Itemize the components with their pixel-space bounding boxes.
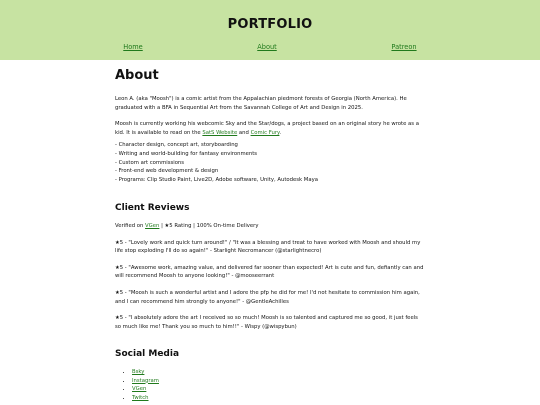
skill-item: - Programs: Clip Studio Paint, Live2D, Adobe software, Unity, Autodesk Maya	[115, 176, 318, 183]
twitch-link[interactable]: Twitch	[132, 394, 149, 401]
skill-item: - Custom art commissions	[115, 159, 185, 166]
sats-website-link[interactable]: SatS Website	[202, 129, 238, 136]
social-item-bsky	[132, 368, 425, 377]
vgen-social-link[interactable]: VGen	[132, 386, 147, 393]
about-heading: About	[115, 68, 159, 83]
reviews-heading: Client Reviews	[115, 203, 190, 213]
social-heading: Social Media	[115, 349, 180, 359]
nav-patreon-link[interactable]: Patreon	[391, 43, 417, 51]
skill-item: - Character design, concept art, storyboarding	[115, 142, 238, 149]
social-item-instagram	[132, 377, 425, 386]
about-bio: Leon A. (aka "Moosh") is a comic artist from the Appalachian piedmont forests of Georgia (North America). He graduated with a BFA in Sequential Art from the Savannah College of Art and Design in 2025.	[115, 96, 407, 111]
main-nav	[0, 43, 540, 55]
review-item: ★5 - "Awesome work, amazing value, and delivered far sooner than expected! Art is cute and fun, defiantly can and will recommend Moosh to anyone looking!" - @mooseerrant	[115, 264, 424, 280]
social-item-twitch	[132, 394, 425, 403]
skill-item: - Writing and world-building for fantasy environments	[115, 150, 258, 157]
social-section	[115, 348, 425, 402]
review-item: ★5 - "I absolutely adore the art I received so so much! Moosh is so talented and captured me so good, it just feels so much like me! Thank you so much to him!!" - Wispy (@wispybun)	[115, 315, 418, 330]
social-links-list	[115, 368, 425, 402]
site-header	[0, 0, 540, 60]
about-section	[115, 68, 425, 184]
site-title: PORTFOLIO	[227, 17, 313, 32]
nav-home-link[interactable]: Home	[123, 43, 143, 51]
review-item: ★5 - "Moosh is such a wonderful artist and I adore the pfp he did for me! I'd not hesitate to commission him again, and I can recommend him strongly to anyone!" - @GentleAchilles	[115, 289, 420, 305]
bsky-link[interactable]: Bsky	[132, 369, 145, 375]
skill-item: - Front-end web development & design	[115, 168, 219, 175]
vgen-link[interactable]: VGen	[145, 223, 160, 229]
skills-list	[115, 141, 425, 184]
reviews-section	[115, 202, 425, 331]
nav-about-link[interactable]: About	[257, 43, 277, 51]
about-webcomic-text: Moosh is currently working his webcomic Sky and the Star/dogs, a project based on an original story he wrote as a kid. It is available to read on the SatS Website and Comic Fury.	[115, 121, 419, 136]
comic-fury-link[interactable]: Comic Fury	[250, 129, 280, 136]
review-item: ★5 - "Lovely work and quick turn around!" / "It was a blessing and treat to have worked with Moosh and should my life stop exploding I'll do so again!" - Starlight Necromancer (@starlightnecro)	[115, 239, 421, 255]
reviews-verified: Verified on VGen | ★5 Rating | 100% On-time Delivery	[115, 223, 259, 229]
social-item-vgen	[132, 385, 425, 394]
instagram-link[interactable]: Instagram	[132, 377, 159, 384]
